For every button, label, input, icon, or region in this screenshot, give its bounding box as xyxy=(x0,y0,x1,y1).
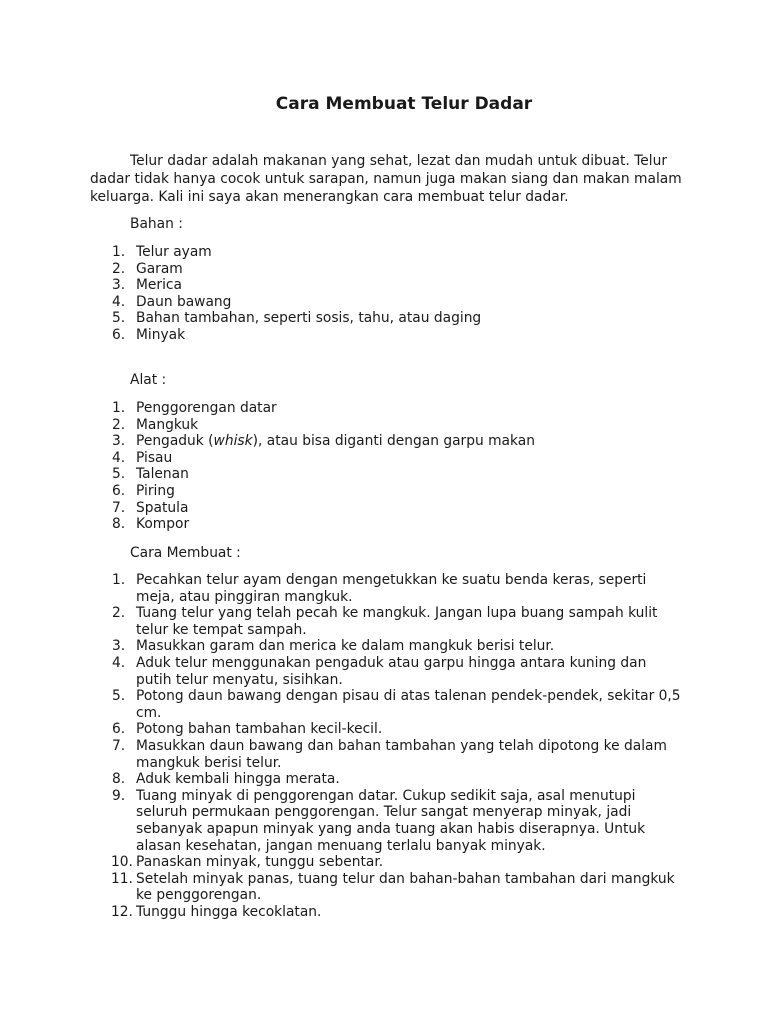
list-item: 1. Pecahkan telur ayam dengan mengetukkan ke suatu benda keras, seperti meja, atau pinggiran mangkuk. xyxy=(112,572,647,605)
bahan-heading: Bahan : xyxy=(130,216,183,232)
document-title: Cara Membuat Telur Dadar xyxy=(275,94,533,114)
list-item: 11. Setelah minyak panas, tuang telur dan bahan-bahan tambahan dari mangkuk ke penggorengan. xyxy=(111,870,675,904)
intro-paragraph: Telur dadar adalah makanan yang sehat, lezat dan mudah untuk dibuat. Telur dadar tidak hanya cocok untuk sarapan, namun juga makan siang dan makan malam keluarga. Kali ini saya akan menerangkan cara membuat telur dadar. xyxy=(90,153,682,205)
list-item: 6. Minyak xyxy=(112,326,186,343)
bahan-list xyxy=(0,244,696,344)
list-item: 2. Garam xyxy=(112,260,183,277)
list-item: 1. Telur ayam xyxy=(112,244,212,260)
list-item: 5. Talenan xyxy=(112,466,189,483)
alat-list xyxy=(0,400,696,533)
list-item: 3. Merica xyxy=(112,277,182,294)
cara-heading: Cara Membuat : xyxy=(130,545,241,561)
list-item: 7. Masukkan daun bawang dan bahan tambahan yang telah dipotong ke dalam mangkuk berisi telur. xyxy=(112,737,667,771)
list-item: 6. Potong bahan tambahan kecil-kecil. xyxy=(112,721,383,738)
list-item: 5. Bahan tambahan, seperti sosis, tahu, atau daging xyxy=(112,310,482,327)
list-item: 4. Aduk telur menggunakan pengaduk atau garpu hingga antara kuning dan putih telur menyatu, sisihkan. xyxy=(112,654,647,688)
list-item: 7. Spatula xyxy=(112,499,189,516)
list-item: 1. Penggorengan datar xyxy=(112,400,277,416)
list-item: 8. Aduk kembali hingga merata. xyxy=(112,771,340,788)
list-item: 2. Tuang telur yang telah pecah ke mangkuk. Jangan lupa buang sampah kulit telur ke tempat sampah. xyxy=(112,605,658,638)
list-item: 3. Masukkan garam dan merica ke dalam mangkuk berisi telur. xyxy=(112,638,555,655)
list-item: 6. Piring xyxy=(112,482,175,499)
cara-list xyxy=(0,572,681,920)
list-item: 4. Daun bawang xyxy=(112,293,232,310)
list-item: 12. Tunggu hingga kecoklatan. xyxy=(111,903,322,920)
list-item: 4. Pisau xyxy=(112,449,173,466)
list-item: 5. Potong daun bawang dengan pisau di atas talenan pendek-pendek, sekitar 0,5 cm. xyxy=(112,688,681,721)
list-item: 9. Tuang minyak di penggorengan datar. Cukup sedikit saja, asal menutupi seluruh permukaan penggorengan. Telur sangat menyerap minyak, jadi sebanyak apapun minyak yang anda tuang akan habis diserapnya. Untuk alasan kesehatan, jangan menuang terlalu banyak minyak. xyxy=(112,787,646,854)
alat-heading: Alat : xyxy=(130,372,167,388)
list-item: 2. Mangkuk xyxy=(112,416,199,433)
list-item: 10. Panaskan minyak, tunggu sebentar. xyxy=(111,854,384,871)
list-item: 3. Pengaduk (whisk), atau bisa diganti dengan garpu makan xyxy=(112,433,535,450)
list-item: 8. Kompor xyxy=(112,516,190,533)
